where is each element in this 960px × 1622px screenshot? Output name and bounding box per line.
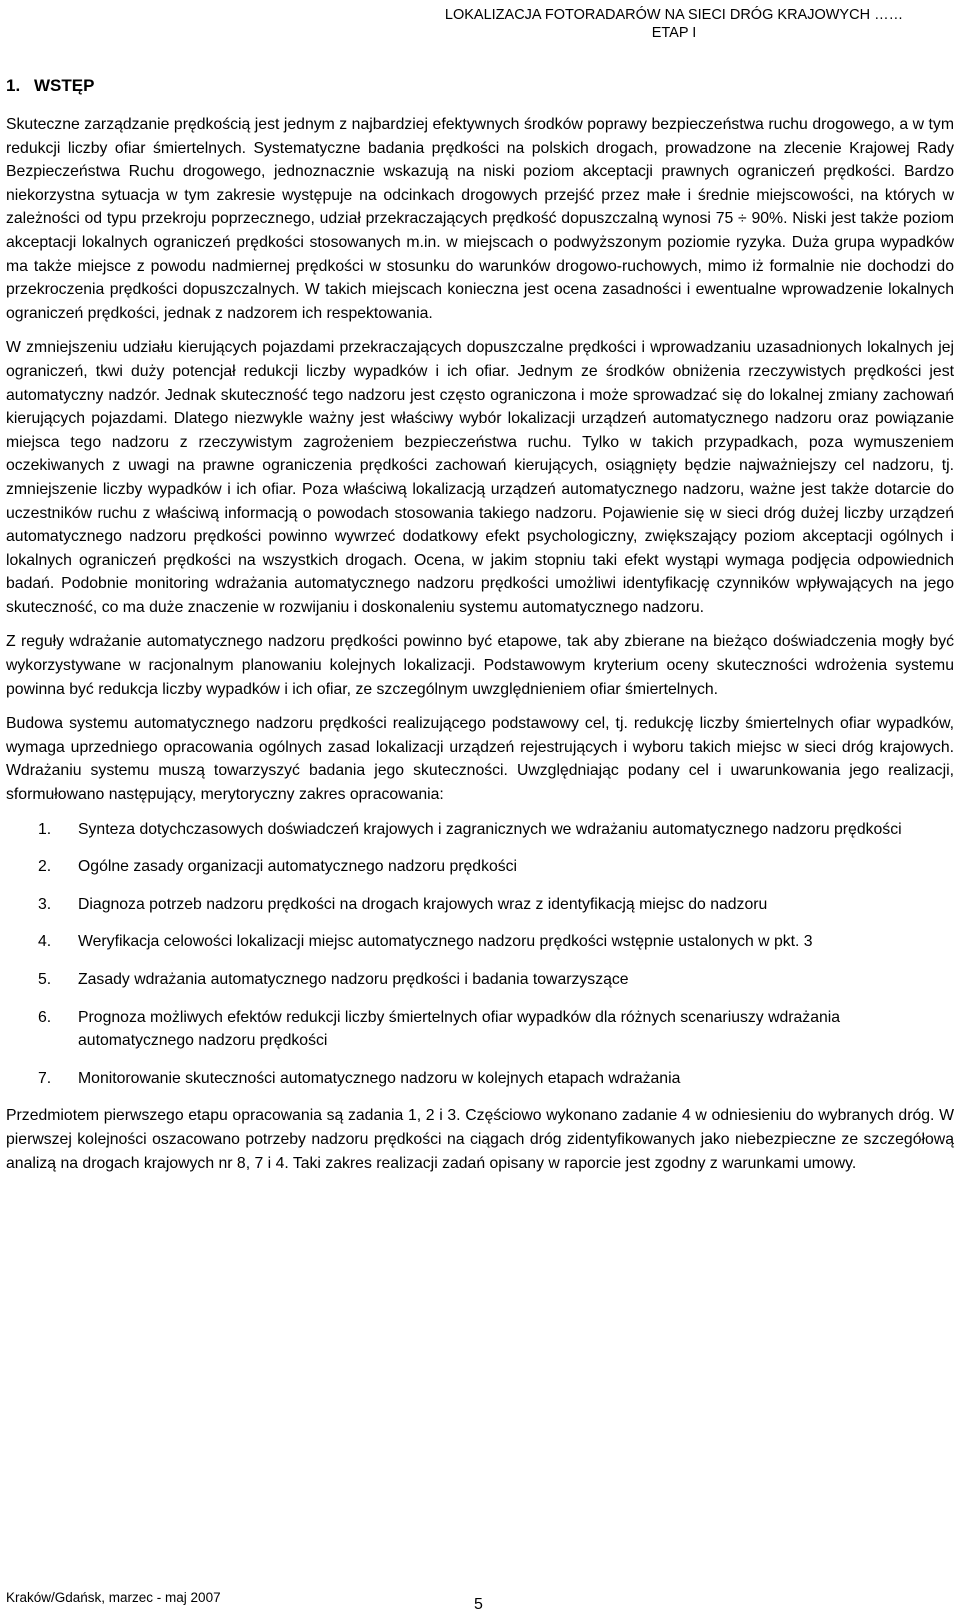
list-item-text: Ogólne zasady organizacji automatycznego nadzoru prędkości [78,858,518,876]
paragraph: Budowa systemu automatycznego nadzoru prędkości realizującego podstawowy cel, tj. redukcję liczby śmiertelnych ofiar wypadków, wymaga uprzedniego opracowania ogólnych zasad lokalizacji urządzeń rejestrujących i wyboru takich miejsc w sieci dróg krajowych. Wdrażaniu systemu muszą towarzyszyć badania jego skuteczności. Uwzględniając podany cel i uwarunkowania jego realizacji, sformułowano następujący, merytoryczny zakres opracowania: [6,715,954,804]
section-heading [6,76,94,96]
section-number: 1. [6,76,21,95]
list-item-text: Weryfikacja celowości lokalizacji miejsc automatycznego nadzoru prędkości wstępnie ustalonych w pkt. 3 [78,933,813,951]
list-item-text: Diagnoza potrzeb nadzoru prędkości na drogach krajowych wraz z identyfikacją miejsc do nadzoru [78,895,768,913]
header-subtitle: ETAP I [651,25,697,41]
list-item [6,855,954,879]
scope-list [6,818,954,1091]
list-item-number: 2. [38,858,52,876]
list-item-number: 7. [38,1069,52,1087]
page-number: 5 [474,1596,483,1613]
paragraph: Z reguły wdrażanie automatycznego nadzoru prędkości powinno być etapowe, tak aby zbierane na bieżąco doświadczenia mogły być wykorzystywane w racjonalnym planowaniu kolejnych lokalizacji. Podstawowym kryterium oceny skuteczności wdrożenia systemu powinna być redukcja liczby wypadków i ich ofiar, ze szczególnym uwzględnieniem ofiar śmiertelnych. [6,633,954,698]
list-item [6,968,954,992]
list-item-text: Monitorowanie skuteczności automatycznego nadzoru w kolejnych etapach wdrażania [78,1069,681,1087]
footer-place-date: Kraków/Gdańsk, marzec - maj 2007 [6,1590,221,1605]
list-item [6,930,954,954]
list-item-text: Prognoza możliwych efektów redukcji liczby śmiertelnych ofiar wypadków dla różnych scenariuszy wdrażania automatycznego nadzoru prędkości [78,1008,841,1050]
body-text [6,113,954,1186]
list-item-text: Synteza dotychczasowych doświadczeń krajowych i zagranicznych we wdrażaniu automatycznego nadzoru prędkości [78,820,902,838]
list-item-number: 3. [38,895,52,913]
list-item [6,1006,954,1053]
list-item [6,893,954,917]
running-header [414,6,934,42]
list-item-number: 4. [38,933,52,951]
section-title: WSTĘP [34,76,95,95]
closing-paragraph: Przedmiotem pierwszego etapu opracowania są zadania 1, 2 i 3. Częściowo wykonano zadanie 4 w odniesieniu do wybranych dróg. W pierwszej kolejności oszacowano potrzeby nadzoru prędkości na ciągach dróg zidentyfikowanych jako niebezpieczne ze szczegółową analizą na drogach krajowych nr 8, 7 i 4. Taki zakres realizacji zadań opisany w raporcie jest zgodny z warunkami umowy. [6,1107,954,1172]
paragraph: W zmniejszeniu udziału kierujących pojazdami przekraczających dopuszczalne prędkości i wprowadzaniu uzasadnionych lokalnych jej ograniczeń, tkwi duży potencjał redukcji liczby wypadków i ich ofiar. Jednym ze środków obniżenia rzeczywistych prędkości jest automatyczny nadzór. Jednak skuteczność tego nadzoru jest często ograniczona i może sprowadzać się do lokalnej zmiany zachowań kierujących pojazdami. Dlatego niezwykle ważny jest właściwy wybór lokalizacji urządzeń automatycznego nadzoru oraz powiązanie miejsca tego nadzoru z rzeczywistym zagrożeniem bezpieczeństwa ruchu. Tylko w takich przypadkach, poza wymuszeniem oczekiwanych z uwagi na prawne ograniczenia prędkości zachowań kierujących, osiągnięty będzie najważniejszy cel nadzoru, tj. zmniejszenie liczby wypadków i ich ofiar. Poza właściwą lokalizacją urządzeń automatycznego nadzoru, ważne jest także dotarcie do uczestników ruchu z właściwą informacją o powodach stosowania takiego nadzoru. Pojawienie się w sieci dróg dużej liczby urządzeń automatycznego nadzoru prędkości powinno wywrzeć dodatkowy efekt psychologiczny, zwiększający poziom akceptacji ogólnych i lokalnych ograniczeń prędkości na wszystkich drogach. Ocena, w jakim stopniu taki efekt wystąpi wymaga podjęcia odpowiednich badań. Podobnie monitoring wdrażania automatycznego nadzoru prędkości umożliwi identyfikację czynników wpływających na jego skuteczność, co ma duże znaczenie w rozwijaniu i doskonaleniu systemu automatycznego nadzoru. [6,339,954,616]
list-item-number: 5. [38,971,52,988]
paragraph: Skuteczne zarządzanie prędkością jest jednym z najbardziej efektywnych środków poprawy bezpieczeństwa ruchu drogowego, a w tym redukcji liczby ofiar śmiertelnych. Systematyczne badania prędkości na polskich drogach, prowadzone na zlecenie Krajowej Rady Bezpieczeństwa Ruchu drogowego, jednoznacznie wskazują na niski poziom akceptacji prawnych ograniczeń prędkości. Bardzo niekorzystna sytuacja w tym zakresie występuje na odcinkach drogowych przejść przez małe i średnie miejscowości, na których w zależności od typu przekroju poprzecznego, udział przekraczających prędkość dopuszczalną wynosi 75 ÷ 90%. Niski jest także poziom akceptacji lokalnych ograniczeń prędkości stosowanych m.in. w miejscach o podwyższonym poziomie ryzyka. Duża grupa wypadków ma także miejsce z powodu nadmiernej prędkości w stosunku do warunków drogowo-ruchowych, mimo iż formalnie nie dochodzi do przekroczenia prędkości dopuszczalnych. W takich miejscach konieczna jest ocena zasadności i ewentualne wprowadzenie lokalnych ograniczeń prędkości, jednak z nadzorem ich respektowania. [6,116,954,322]
list-item-number: 1. [38,820,52,838]
header-title: LOKALIZACJA FOTORADARÓW NA SIECI DRÓG KRAJOWYCH …… [444,7,904,23]
list-item [6,818,954,842]
list-item-text: Zasady wdrażania automatycznego nadzoru prędkości i badania towarzyszące [78,971,629,988]
list-item [6,1067,954,1091]
list-item-number: 6. [38,1008,52,1026]
